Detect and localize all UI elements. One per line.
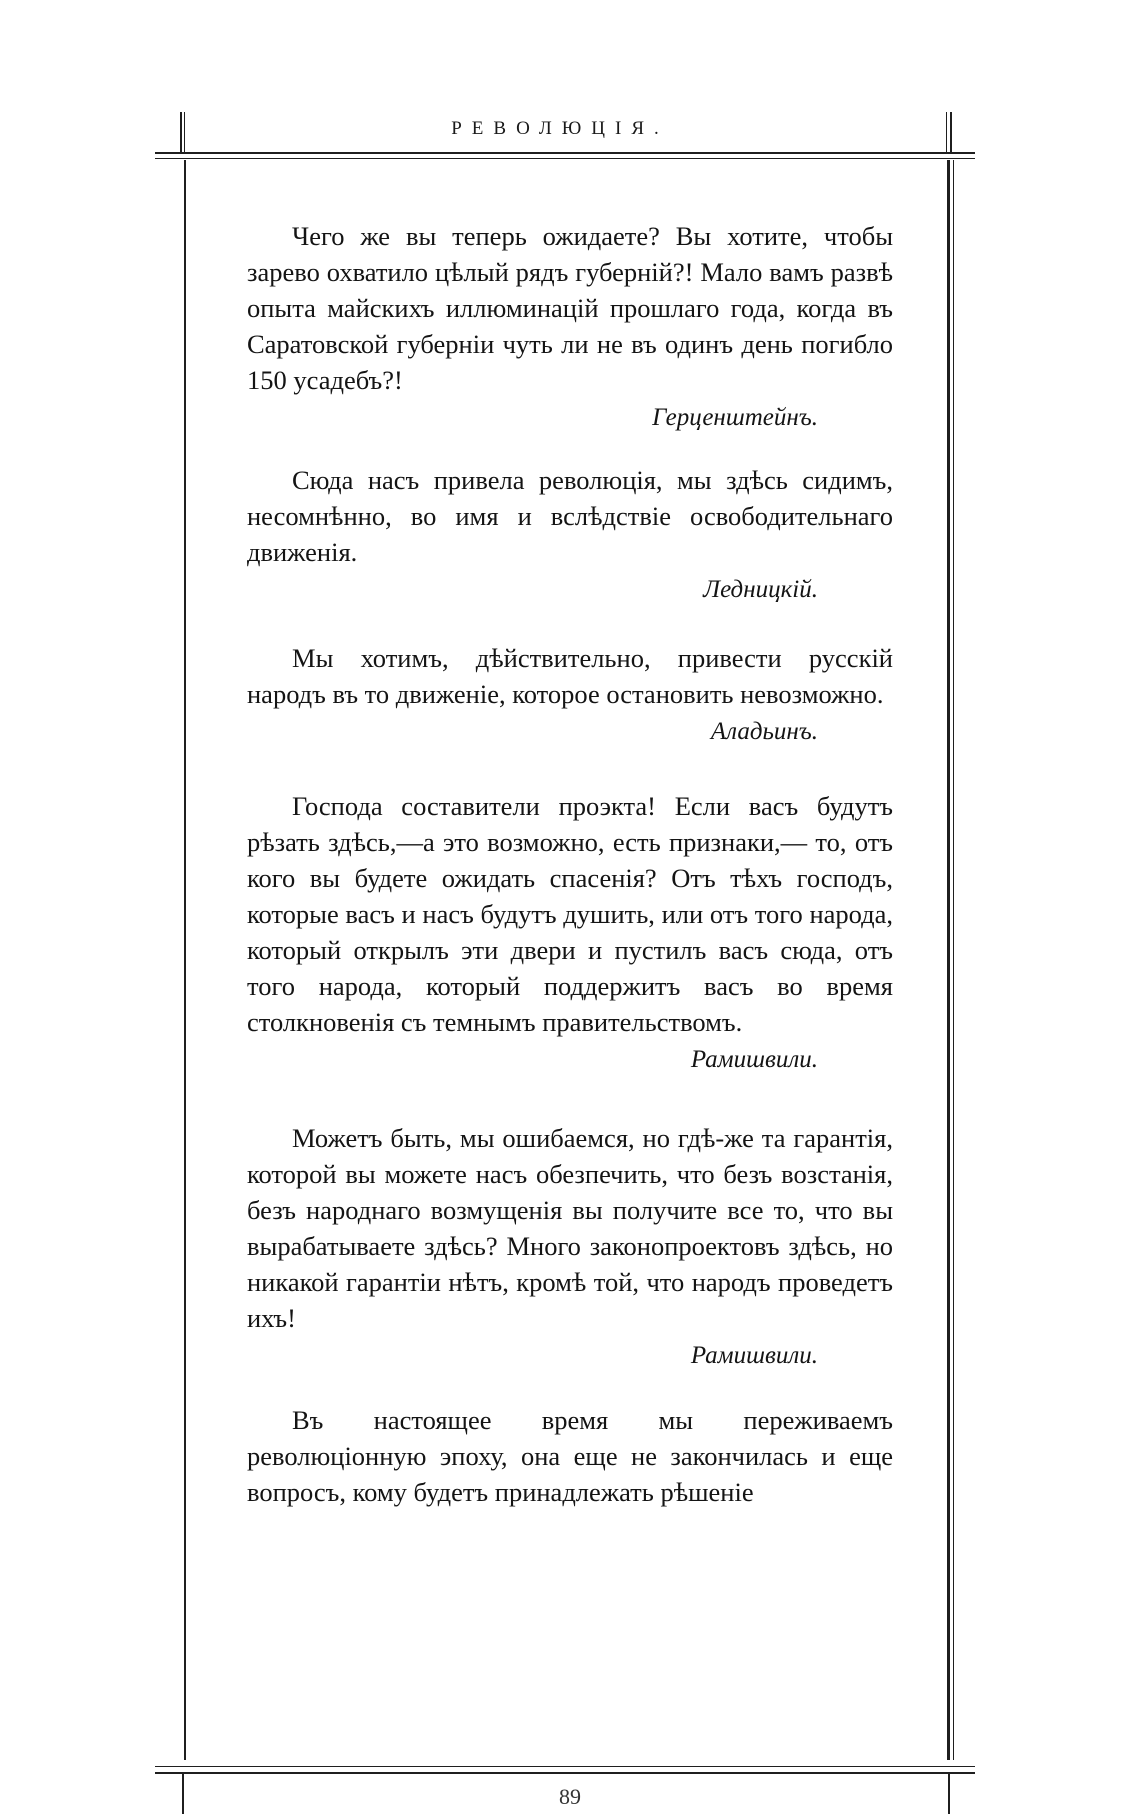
page-number: 89	[559, 1784, 581, 1809]
header-rule-thick	[155, 152, 975, 154]
quote-3	[247, 640, 893, 750]
quote-author: Герценштейнъ.	[652, 404, 818, 431]
top-right-vertical-rule-inner	[946, 112, 947, 152]
footer-rule-thin	[155, 1766, 975, 1767]
top-right-vertical-rule	[950, 112, 952, 152]
quote-5	[247, 1120, 893, 1374]
bottom-left-vertical-rule	[182, 1774, 184, 1814]
header-rule-thin	[155, 158, 975, 159]
running-head: РЕВОЛЮЦІЯ.	[451, 118, 669, 139]
quote-author: Рамишвили.	[690, 1046, 818, 1073]
footer-rule-thick	[155, 1772, 975, 1774]
quote-text: Чего же вы теперь ожидаете? Вы хотите, чтобы зарево охватило цѣлый рядъ губерній?! Мало вамъ развѣ опыта майскихъ иллюминацій прошлаго года, когда въ Саратовской губерніи чуть ли не въ одинъ день погибло 150 усадебъ?!	[247, 221, 893, 395]
quote-1	[247, 218, 893, 436]
quote-text: Можетъ быть, мы ошибаемся, но гдѣ-же та гарантія, которой вы можете насъ обезпечить, что безъ возстанія, безъ народнаго возмущенія вы получите все то, что вы вырабатываете здѣсь? Много законопроектовъ здѣсь, но никакой гарантіи нѣтъ, кромѣ той, что народъ проведетъ ихъ!	[247, 1123, 893, 1333]
quote-4	[247, 788, 893, 1078]
quote-author: Ледницкій.	[703, 576, 818, 603]
right-frame-rule-thick	[947, 160, 950, 1760]
quote-6	[247, 1402, 893, 1512]
quote-2	[247, 462, 893, 608]
quote-author: Рамишвили.	[690, 1342, 818, 1369]
quote-text: Господа составители проэкта! Если васъ будутъ рѣзать здѣсь,—а это возможно, есть признаки,— то, отъ кого вы будете ожидать спасенія? Отъ тѣхъ господъ, которые васъ и насъ будутъ душить, или отъ того народа, который открылъ эти двери и пустилъ васъ сюда, отъ того народа, который поддержитъ васъ во время столкновенія съ темнымъ правительствомъ.	[247, 791, 893, 1037]
bottom-right-vertical-rule	[948, 1774, 950, 1814]
quote-text: Мы хотимъ, дѣйствительно, привести русскій народъ въ то движеніе, которое остановить невозможно.	[247, 643, 893, 709]
quote-text: Сюда насъ привела революція, мы здѣсь сидимъ, несомнѣнно, во имя и вслѣдствіе освободительнаго движенія.	[247, 465, 893, 567]
quote-author: Аладьинъ.	[710, 718, 818, 745]
quote-text: Въ настоящее время мы переживаемъ революціонную эпоху, она еще не закончилась и еще вопросъ, кому будетъ принадлежать рѣшеніе	[247, 1405, 893, 1507]
right-frame-rule-thin	[953, 160, 954, 1760]
left-frame-rule	[184, 160, 186, 1760]
